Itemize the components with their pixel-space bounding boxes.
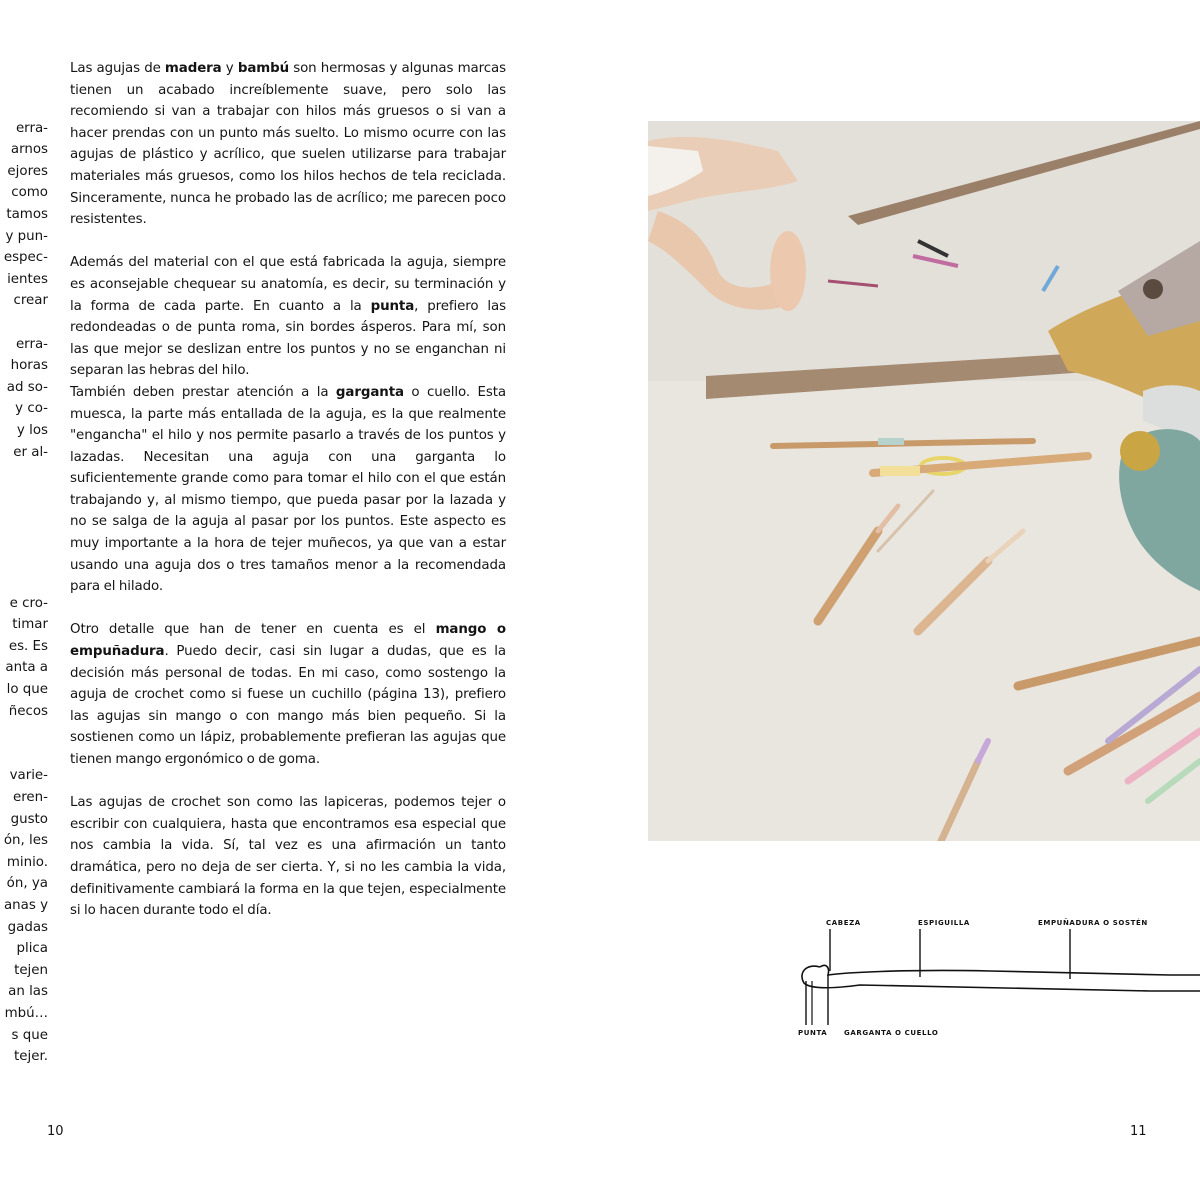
text-run: También deben prestar atención a la <box>70 384 336 400</box>
clipped-line <box>0 96 48 118</box>
clipped-line: ón, les <box>3 833 48 849</box>
body-text-column <box>70 58 506 943</box>
clipped-line <box>0 312 48 334</box>
clipped-line: crear <box>13 293 48 309</box>
clipped-line: y los <box>16 422 48 438</box>
photo-crochet-hooks-icon <box>648 121 1200 841</box>
label-cabeza: CABEZA <box>826 919 861 927</box>
bold-term: bambú <box>237 61 290 76</box>
clipped-line: y pun- <box>5 228 48 244</box>
paragraph-materials <box>70 58 506 231</box>
clipped-text-column <box>0 96 48 1068</box>
clipped-line: espec- <box>3 250 48 266</box>
clipped-line: erra- <box>15 336 48 352</box>
clipped-line: plica <box>16 941 48 957</box>
clipped-line: lo que <box>6 682 48 698</box>
text-run: Además del material con el que está fabricada la aguja, siempre es aconsejable chequear su anatomía, es decir, su terminación y la forma de cada parte. En cuanto a la <box>70 255 506 314</box>
text-run: y <box>221 61 238 76</box>
clipped-line: mbú… <box>4 1005 48 1021</box>
clipped-line <box>0 549 48 571</box>
label-punta: PUNTA <box>798 1029 828 1037</box>
clipped-line: ñecos <box>8 703 48 719</box>
clipped-line <box>0 485 48 507</box>
clipped-line <box>0 528 48 550</box>
clipped-line <box>0 571 48 593</box>
clipped-line: es. Es <box>8 638 48 654</box>
clipped-line: timar <box>12 617 48 633</box>
clipped-line: er al- <box>13 444 48 460</box>
clipped-line: gusto <box>10 811 48 827</box>
clipped-line: ientes <box>7 271 48 287</box>
clipped-line: s que <box>11 1027 48 1043</box>
paragraph-throat <box>70 382 506 598</box>
text-run: Otro detalle que han de tener en cuenta es el <box>70 622 436 638</box>
text-run: son hermosas y algunas marcas tienen un acabado increíblemente suave, pero solo las recomiendo si van a trabajar con hilos más gruesos o si van a hacer prendas con un punto más suelto. Lo mismo ocurre con las agujas de plástico y acrílico, que suelen utilizarse para trabajar materiales más gruesos, como los hilos hechos de tela reciclada. Sinceramente, nunca he probado las de acrílico; me parecen poco resistentes. <box>70 61 506 228</box>
clipped-line: ad so- <box>6 379 48 395</box>
clipped-line: ejores <box>7 163 48 179</box>
photo-crochet-hooks <box>648 121 1200 841</box>
clipped-line: arnos <box>10 142 48 158</box>
bold-term: garganta <box>335 384 404 400</box>
clipped-line: minio. <box>6 854 48 870</box>
text-run: o cuello. Esta muesca, la parte más entallada de la aguja, es la que realmente "engancha" el hilo y nos permite pasarlo a través de los puntos y lazadas. Necesitan una aguja con una garganta lo suficientemente grande como para tomar el hilo con el que están trabajando y, al mismo tiempo, que pueda pasar por la lazada y no se salga de la aguja al pasar por los puntos. Este aspecto es muy importante a la hora de tejer muñecos, ya que van a estar usando una aguja dos o tres tamaños menor a la recomendada para el hilado. <box>70 384 506 595</box>
clipped-line: y co- <box>15 401 48 417</box>
clipped-line: tejen <box>14 962 48 978</box>
clipped-line: eren- <box>12 790 48 805</box>
clipped-line: e cro- <box>9 595 48 611</box>
text-run: Las agujas de <box>70 61 165 76</box>
clipped-line <box>0 463 48 485</box>
clipped-line: an las <box>8 984 48 1000</box>
paragraph-handle <box>70 619 506 770</box>
page-number-right: 11 <box>1130 1124 1147 1139</box>
paragraph-conclusion <box>70 792 506 922</box>
clipped-line <box>0 744 48 766</box>
clipped-line: anas y <box>3 897 48 913</box>
label-empunadura: EMPUÑADURA O SOSTÉN <box>1038 919 1148 927</box>
label-espiguilla: ESPIGUILLA <box>918 919 970 927</box>
clipped-line: gadas <box>7 919 48 935</box>
clipped-line <box>0 506 48 528</box>
bold-term: punta <box>370 298 415 314</box>
clipped-line: como <box>11 185 48 201</box>
clipped-line <box>0 722 48 744</box>
page-number-left: 10 <box>47 1124 64 1139</box>
right-page <box>600 0 1200 1200</box>
text-run: . Puedo decir, casi sin lugar a dudas, que es la decisión más personal de todas. En mi caso, como sostengo la aguja de crochet como si fuese un cuchillo (página 13), prefiero las agujas sin mango o con mango más bien pequeño. Si la sostienen como un lápiz, probablemente prefieran las agujas que tienen mango ergonómico o de goma. <box>70 644 506 767</box>
clipped-line: tejer. <box>14 1049 48 1065</box>
clipped-line: anta a <box>5 660 48 676</box>
text-run: , prefiero las redondeadas o de punta roma, sin bordes ásperos. Para mí, son las que mejor se deslizan entre los puntos y no se enganchan ni separan las hebras del hilo. <box>70 298 506 379</box>
bold-term: madera <box>164 61 222 76</box>
clipped-line: horas <box>10 358 48 374</box>
text-run: Las agujas de crochet son como las lapiceras, podemos tejer o escribir con cualquiera, hasta que encontramos esa especial que nos cambia la vida. Sí, tal vez es una afirmación un tanto dramática, pero no deja de ser cierta. Y, si no les cambia la vida, definitivamente cambiará la forma en la que tejen, especialmente si lo hacen durante todo el día. <box>70 795 506 919</box>
clipped-line: varie- <box>9 768 48 784</box>
paragraph-anatomy-tip <box>70 252 506 382</box>
clipped-line: erra- <box>15 120 48 136</box>
clipped-line: tamos <box>6 206 48 222</box>
label-garganta: GARGANTA O CUELLO <box>844 1029 939 1037</box>
bold-term: mango o empuñadura <box>70 622 507 660</box>
hook-anatomy-diagram <box>790 905 1200 1055</box>
clipped-line: ón, ya <box>6 876 48 892</box>
